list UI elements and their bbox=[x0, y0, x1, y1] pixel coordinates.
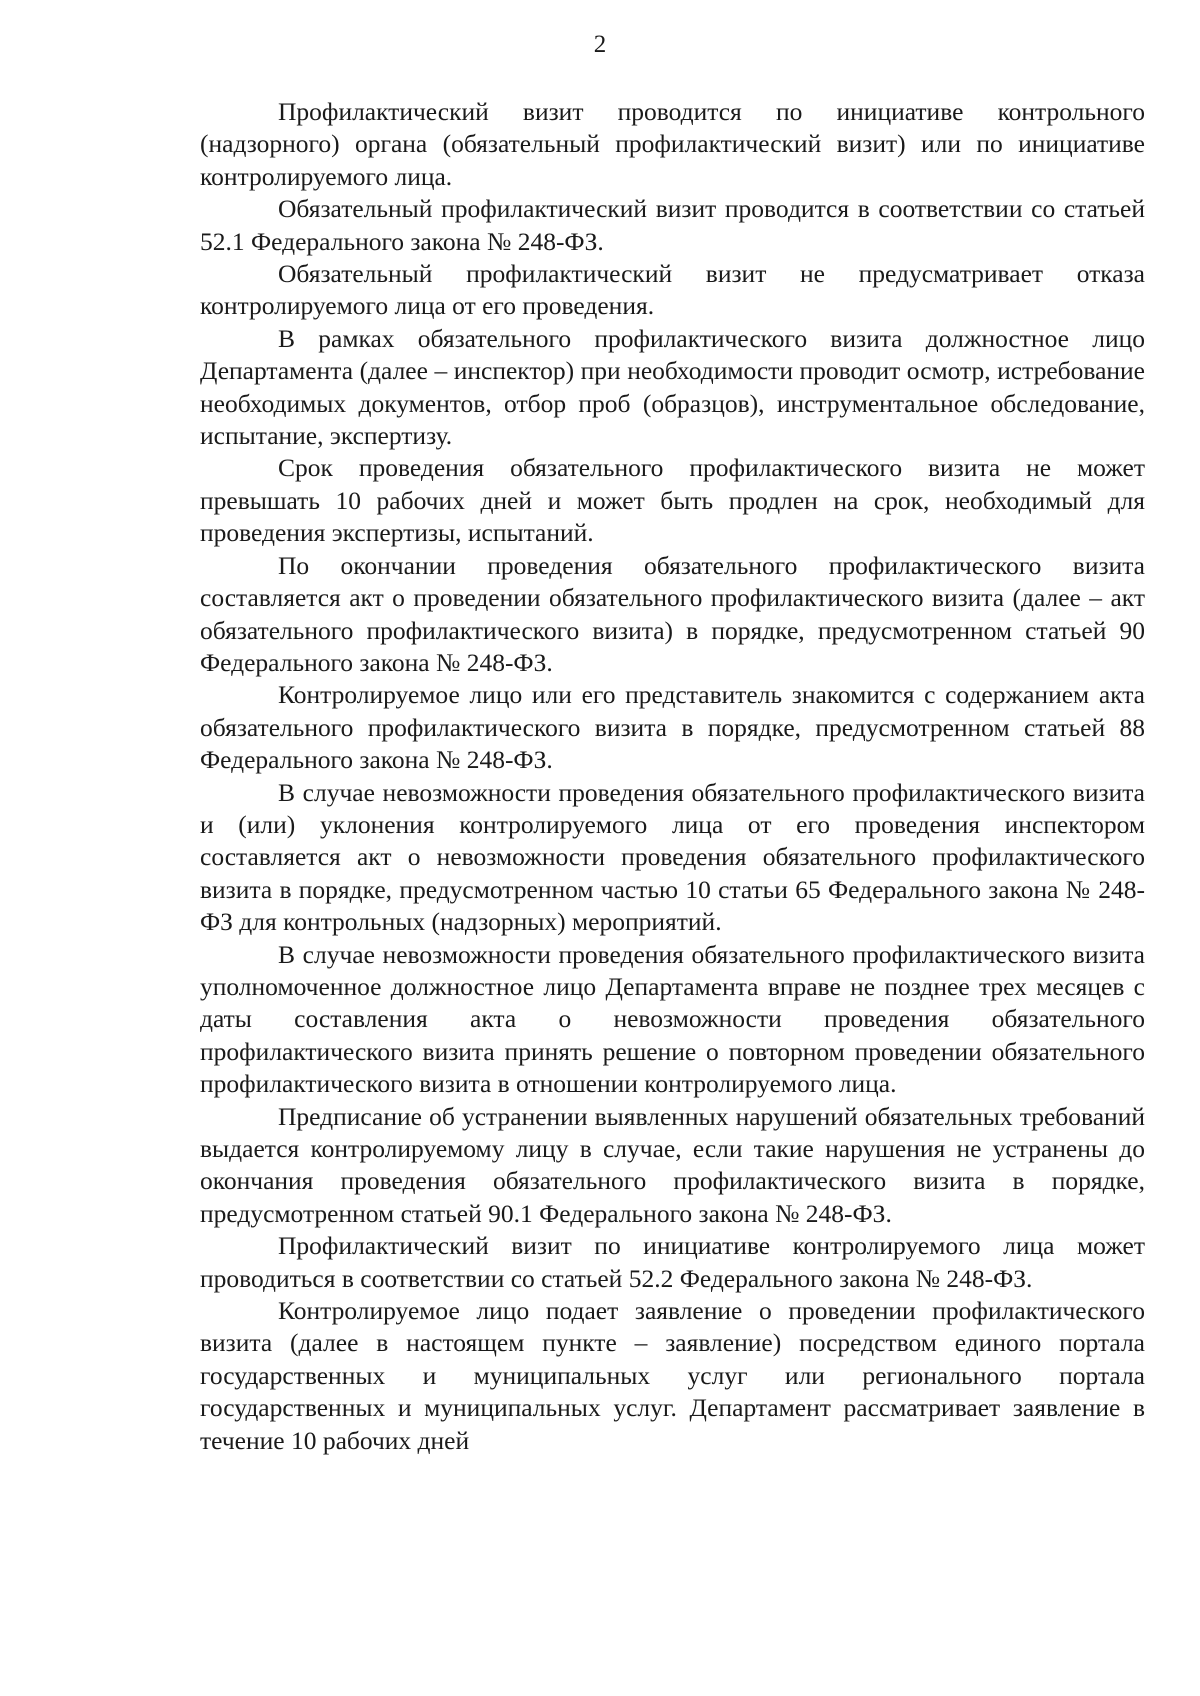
document-body bbox=[200, 96, 1145, 1457]
paragraph: Срок проведения обязательного профилактического визита не может превышать 10 рабочих дней и может быть продлен на срок, необходимый для проведения экспертизы, испытаний. bbox=[200, 453, 1145, 548]
paragraph: В рамках обязательного профилактического визита должностное лицо Департамента (далее – инспектор) при необходимости проводит осмотр, истребование необходимых документов, отбор проб (образцов), инструментальное обследование, испытание, экспертизу. bbox=[200, 323, 1145, 451]
paragraph: Профилактический визит проводится по инициативе контрольного (надзорного) органа (обязательный профилактический визит) или по инициативе контролируемого лица. bbox=[200, 97, 1145, 191]
paragraph: В случае невозможности проведения обязательного профилактического визита и (или) уклонения контролируемого лица от его проведения инспектором составляется акт о невозможности проведения обязательного профилактического визита в порядке, предусмотренном частью 10 статьи 65 Федерального закона № 248-ФЗ для контрольных (надзорных) мероприятий. bbox=[200, 777, 1145, 937]
paragraph: Предписание об устранении выявленных нарушений обязательных требований выдается контролируемому лицу в случае, если такие нарушения не устранены до окончания проведения обязательного профилактического визита в порядке, предусмотренном статьей 90.1 Федерального закона № 248-ФЗ. bbox=[200, 1101, 1145, 1228]
paragraph: Контролируемое лицо или его представитель знакомится с содержанием акта обязательного профилактического визита в порядке, предусмотренном статьей 88 Федерального закона № 248-ФЗ. bbox=[200, 680, 1145, 775]
paragraph: Контролируемое лицо подает заявление о проведении профилактического визита (далее в настоящем пункте – заявление) посредством единого портала государственных и муниципальных услуг или регионального портала государственных и муниципальных услуг. Департамент рассматривает заявление в течение 10 рабочих дней bbox=[200, 1296, 1145, 1455]
paragraph: Обязательный профилактический визит не предусматривает отказа контролируемого лица от его проведения. bbox=[200, 259, 1145, 321]
paragraph: В случае невозможности проведения обязательного профилактического визита уполномоченное должностное лицо Департамента вправе не позднее трех месяцев с даты составления акта о невозможности проведения обязательного профилактического визита принять решение о повторном проведении обязательного профилактического визита в отношении контролируемого лица. bbox=[200, 939, 1145, 1099]
paragraph: По окончании проведения обязательного профилактического визита составляется акт о проведении обязательного профилактического визита (далее – акт обязательного профилактического визита) в порядке, предусмотренном статьей 90 Федерального закона № 248-ФЗ. bbox=[200, 550, 1145, 677]
page-number: 2 bbox=[593, 31, 607, 58]
paragraph: Профилактический визит по инициативе контролируемого лица может проводиться в соответствии со статьей 52.2 Федерального закона № 248-ФЗ. bbox=[200, 1231, 1145, 1293]
paragraph: Обязательный профилактический визит проводится в соответствии со статьей 52.1 Федерального закона № 248-ФЗ. bbox=[200, 194, 1145, 256]
